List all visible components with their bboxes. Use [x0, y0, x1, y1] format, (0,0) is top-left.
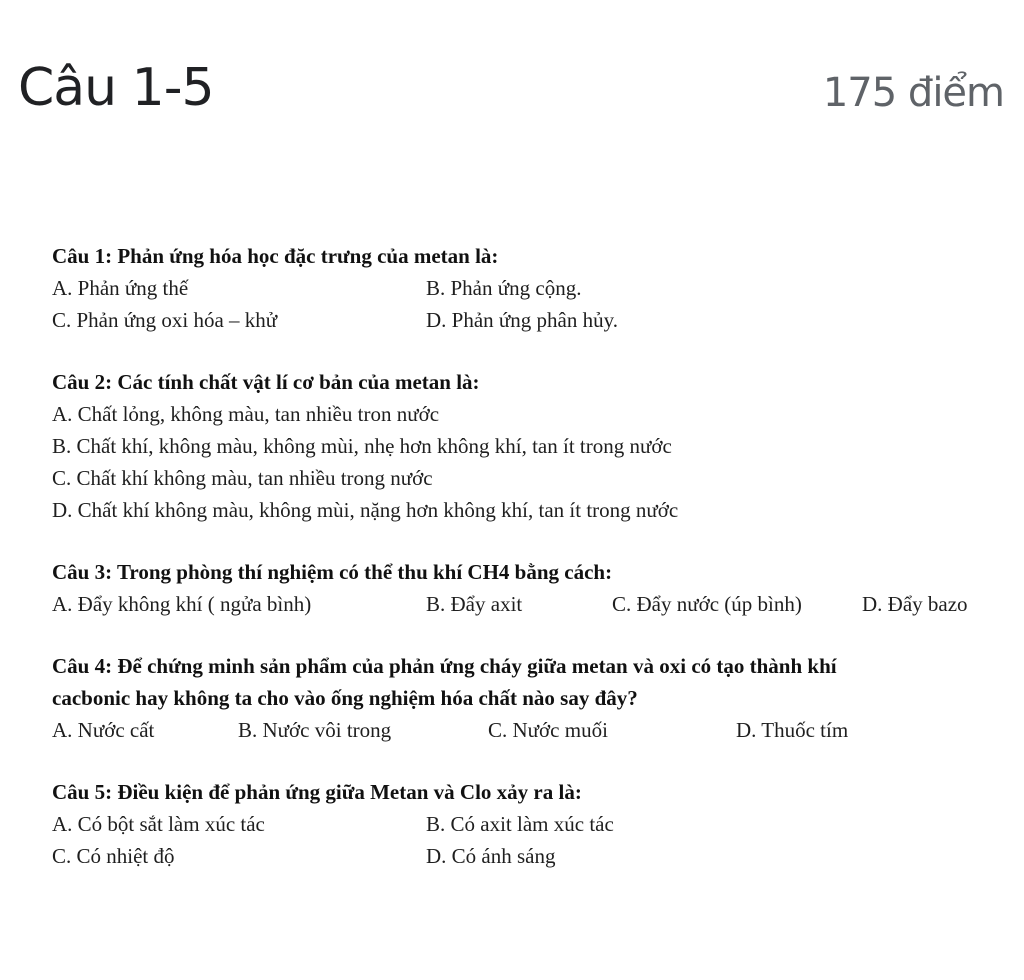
option-c: C. Có nhiệt độ — [52, 844, 175, 868]
option-c: C. Chất khí không màu, tan nhiều trong nước — [52, 466, 433, 490]
option-d: D. Chất khí không màu, không mùi, nặng hơn không khí, tan ít trong nước — [52, 498, 679, 522]
options-row — [52, 808, 1002, 840]
question-image — [52, 240, 1002, 902]
option-a: A. Phản ứng thế — [52, 276, 189, 300]
option-d: D. Thuốc tím — [736, 718, 849, 742]
option-b: B. Đẩy axit — [426, 592, 523, 616]
option-c: C. Nước muối — [488, 718, 608, 742]
options-row — [52, 272, 1002, 304]
question-stem: Câu 1: Phản ứng hóa học đặc trưng của metan là: — [52, 244, 499, 268]
question-1 — [52, 240, 1002, 336]
question-stem: Câu 4: Để chứng minh sản phẩm của phản ứng cháy giữa metan và oxi có tạo thành khí — [52, 654, 837, 678]
question-stem: Câu 3: Trong phòng thí nghiệm có thể thu khí CH4 bằng cách: — [52, 560, 613, 584]
option-a: A. Chất lỏng, không màu, tan nhiều tron nước — [52, 402, 440, 426]
options-row — [52, 840, 1002, 872]
question-stem: cacbonic hay không ta cho vào ống nghiệm hóa chất nào say đây? — [52, 686, 638, 710]
option-d: D. Đẩy bazo — [862, 592, 968, 616]
option-d: D. Có ánh sáng — [426, 844, 556, 868]
option-c: C. Phản ứng oxi hóa – khử — [52, 308, 278, 332]
option-d: D. Phản ứng phân hủy. — [426, 308, 619, 332]
option-b: B. Nước vôi trong — [238, 718, 392, 742]
question-2 — [52, 366, 1002, 526]
option-a: A. Nước cất — [52, 718, 155, 742]
option-a: A. Đẩy không khí ( ngửa bình) — [52, 592, 312, 616]
question-3 — [52, 556, 1002, 620]
options-row — [52, 588, 1002, 620]
question-5 — [52, 776, 1002, 872]
options-row — [52, 304, 1002, 336]
section-title: Câu 1-5 — [18, 58, 214, 118]
option-a: A. Có bột sắt làm xúc tác — [52, 812, 265, 836]
question-header — [0, 0, 1024, 140]
question-4 — [52, 650, 1002, 746]
question-stem: Câu 5: Điều kiện để phản ứng giữa Metan và Clo xảy ra là: — [52, 780, 582, 804]
options-row — [52, 714, 1002, 746]
option-b: B. Phản ứng cộng. — [426, 276, 582, 300]
option-b: B. Chất khí, không màu, không mùi, nhẹ hơn không khí, tan ít trong nước — [52, 434, 672, 458]
question-stem: Câu 2: Các tính chất vật lí cơ bản của metan là: — [52, 370, 480, 394]
points-label: 175 điểm — [822, 70, 1004, 116]
option-c: C. Đẩy nước (úp bình) — [612, 592, 802, 616]
option-b: B. Có axit làm xúc tác — [426, 812, 614, 836]
